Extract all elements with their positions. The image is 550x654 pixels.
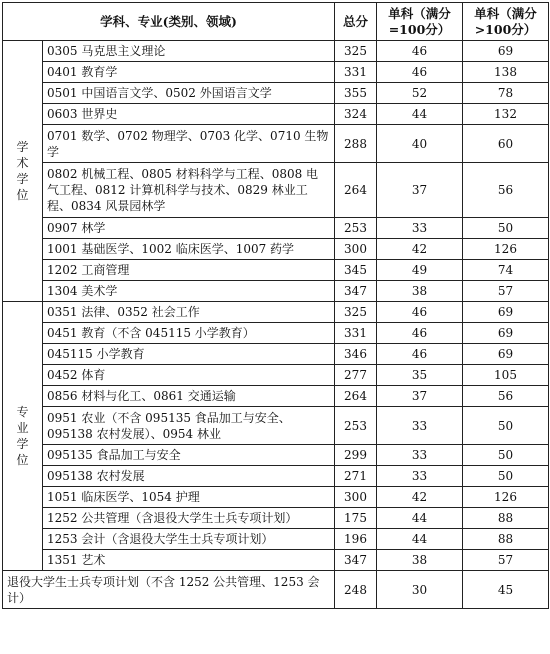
single-eq100-cell: 35 <box>377 365 463 386</box>
single-gt100-cell: 50 <box>463 407 549 445</box>
single-gt100-cell: 56 <box>463 386 549 407</box>
table-row <box>3 323 549 344</box>
table-row <box>3 407 549 445</box>
veteran-row <box>3 571 549 609</box>
total-cell: 346 <box>335 344 377 365</box>
subject-cell: 0452 体育 <box>43 365 335 386</box>
table-row <box>3 466 549 487</box>
total-cell: 345 <box>335 260 377 281</box>
subject-cell: 0802 机械工程、0805 材料科学与工程、0808 电气工程、0812 计算机科学与技术、0829 林业工程、0834 风景园林学 <box>43 163 335 218</box>
table-row <box>3 550 549 571</box>
table-row <box>3 41 549 62</box>
header-subject: 学科、专业(类别、领域) <box>3 3 335 41</box>
total-cell: 264 <box>335 163 377 218</box>
category-label: 专业学位 <box>16 405 29 467</box>
table-row <box>3 386 549 407</box>
table-row <box>3 83 549 104</box>
single-eq100-cell: 42 <box>377 487 463 508</box>
table-row <box>3 302 549 323</box>
table-row <box>3 487 549 508</box>
single-gt100-cell: 132 <box>463 104 549 125</box>
single-eq100-cell: 40 <box>377 125 463 163</box>
single-gt100-cell: 50 <box>463 218 549 239</box>
subject-cell: 095138 农村发展 <box>43 466 335 487</box>
single-gt100-cell: 126 <box>463 487 549 508</box>
header-single-gt100: 单科（满分>100分） <box>463 3 549 41</box>
total-cell: 324 <box>335 104 377 125</box>
total-cell: 300 <box>335 487 377 508</box>
total-cell: 271 <box>335 466 377 487</box>
total-cell: 325 <box>335 302 377 323</box>
category-cell <box>3 41 43 302</box>
single-gt100-cell: 56 <box>463 163 549 218</box>
total-cell: 299 <box>335 445 377 466</box>
table-row <box>3 445 549 466</box>
subject-cell: 1202 工商管理 <box>43 260 335 281</box>
header-row <box>3 3 549 41</box>
table-row <box>3 365 549 386</box>
total-cell: 253 <box>335 407 377 445</box>
single-gt100-cell: 88 <box>463 529 549 550</box>
single-eq100-cell: 38 <box>377 550 463 571</box>
total-cell: 288 <box>335 125 377 163</box>
single-eq100-cell: 44 <box>377 529 463 550</box>
table-row <box>3 125 549 163</box>
single-gt100-cell: 69 <box>463 302 549 323</box>
single-gt100-cell: 57 <box>463 281 549 302</box>
total-cell: 175 <box>335 508 377 529</box>
header-total: 总分 <box>335 3 377 41</box>
subject-cell: 1304 美术学 <box>43 281 335 302</box>
veteran-sgt100: 45 <box>463 571 549 609</box>
total-cell: 253 <box>335 218 377 239</box>
single-eq100-cell: 52 <box>377 83 463 104</box>
single-gt100-cell: 50 <box>463 466 549 487</box>
subject-cell: 0951 农业（不含 095135 食品加工与安全、095138 农村发展）、0954 林业 <box>43 407 335 445</box>
subject-cell: 1351 艺术 <box>43 550 335 571</box>
single-gt100-cell: 105 <box>463 365 549 386</box>
header-single-eq100: 单科（满分=100分） <box>377 3 463 41</box>
total-cell: 347 <box>335 550 377 571</box>
subject-cell: 0501 中国语言文学、0502 外国语言文学 <box>43 83 335 104</box>
single-gt100-cell: 50 <box>463 445 549 466</box>
single-eq100-cell: 46 <box>377 344 463 365</box>
single-eq100-cell: 44 <box>377 508 463 529</box>
total-cell: 331 <box>335 323 377 344</box>
single-eq100-cell: 33 <box>377 445 463 466</box>
single-gt100-cell: 69 <box>463 41 549 62</box>
single-eq100-cell: 37 <box>377 386 463 407</box>
single-eq100-cell: 44 <box>377 104 463 125</box>
total-cell: 331 <box>335 62 377 83</box>
single-eq100-cell: 33 <box>377 466 463 487</box>
table-row <box>3 344 549 365</box>
single-gt100-cell: 69 <box>463 344 549 365</box>
single-eq100-cell: 37 <box>377 163 463 218</box>
single-gt100-cell: 78 <box>463 83 549 104</box>
single-eq100-cell: 46 <box>377 62 463 83</box>
single-eq100-cell: 46 <box>377 41 463 62</box>
subject-cell: 0305 马克思主义理论 <box>43 41 335 62</box>
veteran-total: 248 <box>335 571 377 609</box>
single-eq100-cell: 42 <box>377 239 463 260</box>
table-body <box>3 41 549 571</box>
total-cell: 264 <box>335 386 377 407</box>
table-row <box>3 104 549 125</box>
veteran-s100: 30 <box>377 571 463 609</box>
table-row <box>3 508 549 529</box>
subject-cell: 1252 公共管理（含退役大学生士兵专项计划） <box>43 508 335 529</box>
total-cell: 347 <box>335 281 377 302</box>
total-cell: 196 <box>335 529 377 550</box>
table-row <box>3 62 549 83</box>
total-cell: 300 <box>335 239 377 260</box>
total-cell: 355 <box>335 83 377 104</box>
subject-cell: 095135 食品加工与安全 <box>43 445 335 466</box>
single-gt100-cell: 126 <box>463 239 549 260</box>
single-gt100-cell: 60 <box>463 125 549 163</box>
subject-cell: 1051 临床医学、1054 护理 <box>43 487 335 508</box>
score-table <box>2 2 549 609</box>
total-cell: 325 <box>335 41 377 62</box>
total-cell: 277 <box>335 365 377 386</box>
subject-cell: 1253 会计（含退役大学生士兵专项计划） <box>43 529 335 550</box>
single-gt100-cell: 138 <box>463 62 549 83</box>
table-row <box>3 163 549 218</box>
subject-cell: 045115 小学教育 <box>43 344 335 365</box>
table-row <box>3 260 549 281</box>
table-row <box>3 218 549 239</box>
category-cell <box>3 302 43 571</box>
single-eq100-cell: 38 <box>377 281 463 302</box>
single-eq100-cell: 33 <box>377 407 463 445</box>
table-row <box>3 281 549 302</box>
single-gt100-cell: 57 <box>463 550 549 571</box>
subject-cell: 0701 数学、0702 物理学、0703 化学、0710 生物学 <box>43 125 335 163</box>
single-gt100-cell: 69 <box>463 323 549 344</box>
subject-cell: 0603 世界史 <box>43 104 335 125</box>
subject-cell: 0856 材料与化工、0861 交通运输 <box>43 386 335 407</box>
subject-cell: 0451 教育（不含 045115 小学教育） <box>43 323 335 344</box>
category-label: 学术学位 <box>16 140 29 202</box>
single-eq100-cell: 49 <box>377 260 463 281</box>
veteran-label: 退役大学生士兵专项计划（不含 1252 公共管理、1253 会计） <box>3 571 335 609</box>
single-gt100-cell: 74 <box>463 260 549 281</box>
subject-cell: 0351 法律、0352 社会工作 <box>43 302 335 323</box>
single-eq100-cell: 33 <box>377 218 463 239</box>
subject-cell: 0401 教育学 <box>43 62 335 83</box>
subject-cell: 0907 林学 <box>43 218 335 239</box>
single-eq100-cell: 46 <box>377 323 463 344</box>
single-eq100-cell: 46 <box>377 302 463 323</box>
subject-cell: 1001 基础医学、1002 临床医学、1007 药学 <box>43 239 335 260</box>
table-row <box>3 529 549 550</box>
single-gt100-cell: 88 <box>463 508 549 529</box>
table-row <box>3 239 549 260</box>
